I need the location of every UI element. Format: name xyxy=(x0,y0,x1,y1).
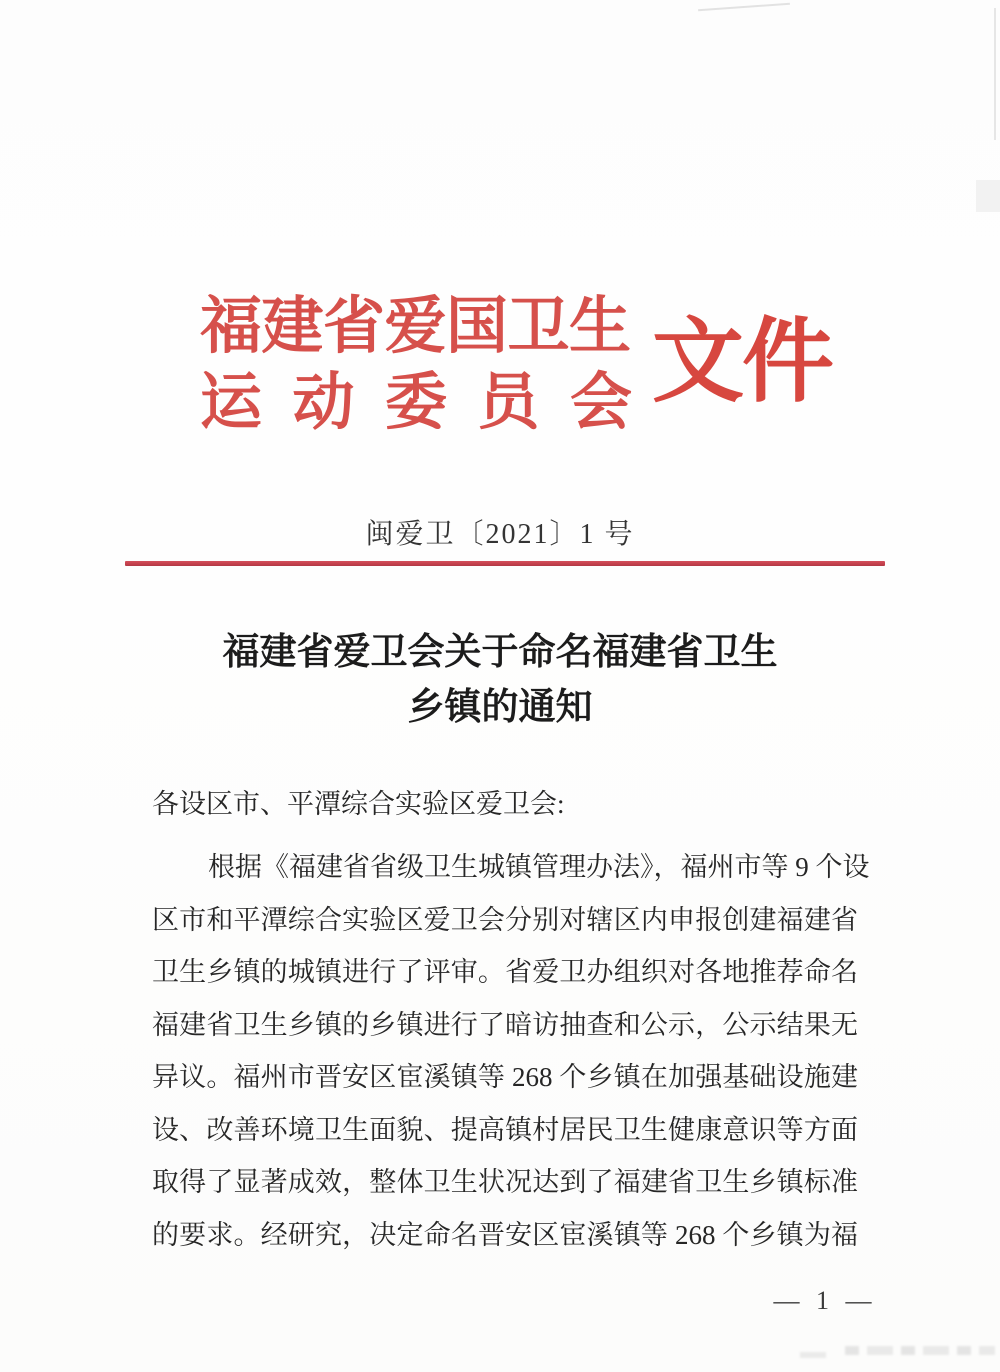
body-text-line: 卫生乡镇的城镇进行了评审。省爱卫办组织对各地推荐命名 xyxy=(152,957,858,987)
org-name-char: 会 xyxy=(569,369,632,437)
red-divider-line xyxy=(125,561,885,566)
org-name-char: 员 xyxy=(477,369,540,437)
body-text-line: 根据《福建省省级卫生城镇管理办法》，福州市等 9 个设 xyxy=(208,852,870,882)
body-text-line: 福建省卫生乡镇的乡镇进行了暗访抽查和公示，公示结果无 xyxy=(152,1009,858,1040)
issuing-organization xyxy=(200,293,632,437)
salutation: 各设区市、平潭综合实验区爱卫会: xyxy=(152,789,565,819)
org-name-char: 委 xyxy=(384,369,447,437)
body-text-line: 设、改善环境卫生面貌、提高镇村居民卫生健康意识等方面 xyxy=(152,1114,858,1145)
page-number: — 1 — xyxy=(773,1286,877,1315)
org-name-line2 xyxy=(200,369,632,437)
scan-artifact-edge-line xyxy=(994,8,996,140)
body-text-line: 的要求。经研究，决定命名晋安区宦溪镇等 268 个乡镇为福 xyxy=(152,1219,858,1250)
document-label: 文件 xyxy=(652,311,833,413)
body-text-line: 取得了显著成效，整体卫生状况达到了福建省卫生乡镇标准 xyxy=(152,1167,858,1197)
org-name-char: 运 xyxy=(200,369,263,437)
title-line1: 福建省爱卫会关于命名福建省卫生 xyxy=(222,632,778,673)
scan-artifact-corner-shade xyxy=(976,180,1000,212)
org-name-char: 动 xyxy=(292,369,355,437)
org-name-line1: 福建省爱国卫生 xyxy=(200,293,631,361)
body-text-line: 区市和平潭综合实验区爱卫会分别对辖区内申报创建福建省 xyxy=(152,904,858,935)
document-number: 闽爱卫〔2021〕1 号 xyxy=(365,519,635,550)
title-line2: 乡镇的通知 xyxy=(407,687,593,728)
body-paragraph xyxy=(152,841,870,1261)
scan-artifact-smudge-small xyxy=(800,1352,826,1358)
document-title xyxy=(0,625,1000,735)
body-text-line: 异议。福州市晋安区宦溪镇等 268 个乡镇在加强基础设施建 xyxy=(152,1062,858,1092)
scan-artifact-diagonal-line xyxy=(698,3,790,11)
scan-artifact-smudge xyxy=(845,1346,995,1355)
